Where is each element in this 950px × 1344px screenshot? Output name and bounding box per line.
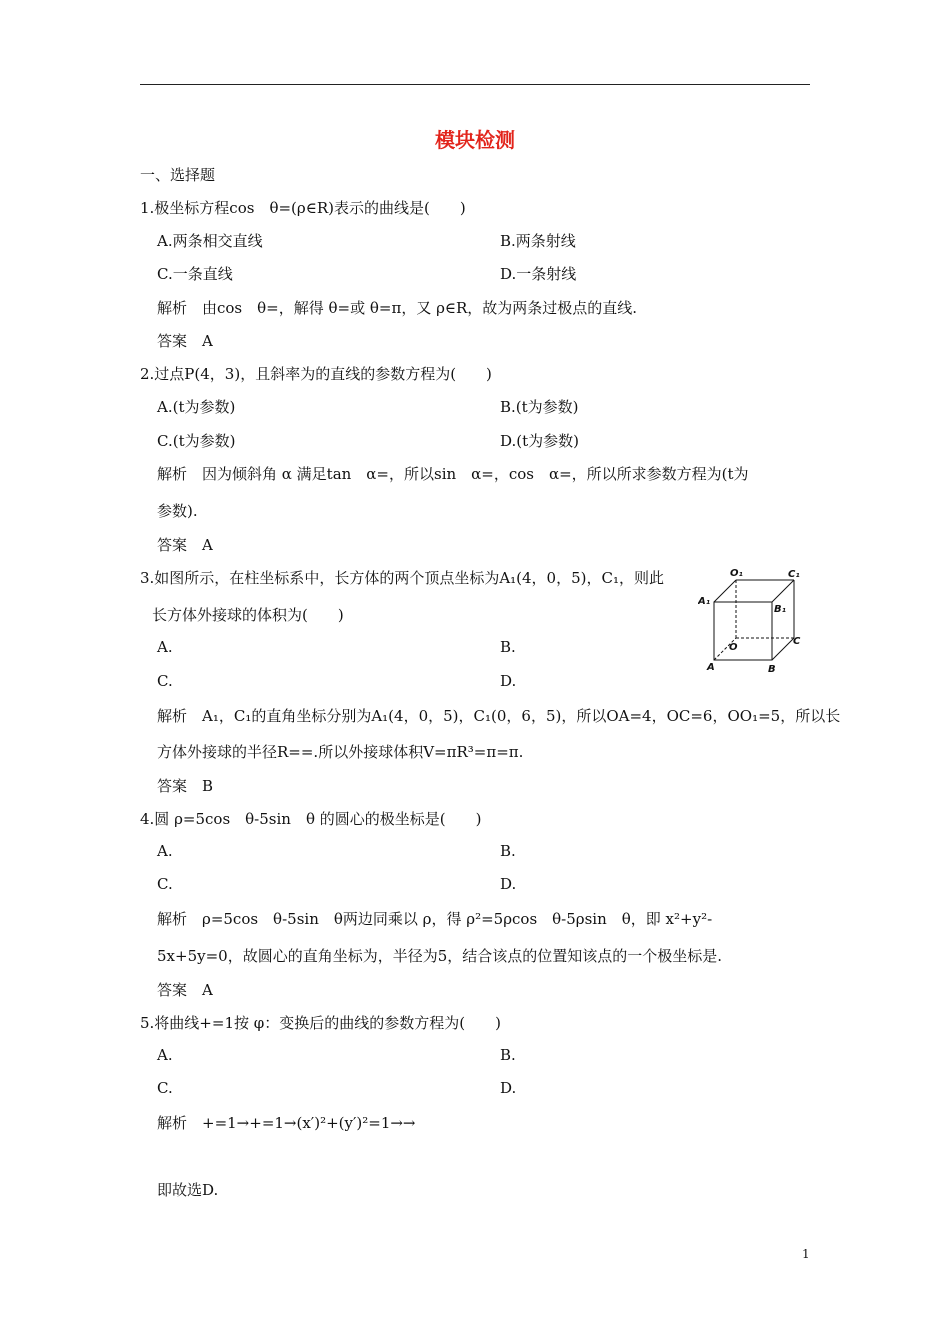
q4-option-a: A. [157,842,173,860]
label-c: C [793,636,801,647]
q2-option-b: B.(t为参数) [500,398,579,416]
label-a1: A₁ [698,596,711,607]
q4-analysis-line1: 解析 ρ=5cos θ-5sin θ两边同乘以 ρ，得 ρ²=5ρcos θ-5ρsin θ，即 x²+y²- [157,910,713,928]
q1-stem: 1.极坐标方程cos θ=(ρ∈R)表示的曲线是( ) [140,199,466,217]
q5-option-c: C. [157,1079,173,1097]
q4-answer: 答案 A [157,981,213,999]
q3-option-c: C. [157,672,173,690]
cuboid-figure [698,566,810,678]
label-c1: C₁ [788,569,800,580]
label-o: O [729,642,738,653]
q2-analysis-line2: 参数). [157,502,198,520]
label-a: A [707,662,715,673]
q3-answer: 答案 B [157,777,214,795]
label-b: B [768,664,776,675]
q1-analysis: 解析 由cos θ=，解得 θ=或 θ=π，又 ρ∈R，故为两条过极点的直线. [157,299,638,317]
q5-option-d: D. [500,1079,517,1097]
q4-option-d: D. [500,875,517,893]
q4-stem: 4.圆 ρ=5cos θ-5sin θ 的圆心的极坐标是( ) [140,810,482,828]
q2-option-d: D.(t为参数) [500,432,579,450]
section-heading: 一、选择题 [140,166,216,184]
label-b1: B₁ [774,604,787,615]
page-title: 模块检测 [435,128,515,152]
q3-stem-line1: 3.如图所示，在柱坐标系中，长方体的两个顶点坐标为A₁(4，0，5)，C₁，则此 [140,569,664,587]
q2-stem: 2.过点P(4，3)，且斜率为的直线的参数方程为( ) [140,365,492,383]
q5-analysis: 解析 +=1→+=1→(x′)²+(y′)²=1→→ [157,1114,416,1132]
q1-option-c: C.一条直线 [157,265,233,283]
q1-option-a: A.两条相交直线 [157,232,263,250]
q4-analysis-line2: 5x+5y=0，故圆心的直角坐标为，半径为5，结合该点的位置知该点的一个极坐标是. [157,947,723,965]
page-number: 1 [802,1247,810,1261]
q1-answer: 答案 A [157,332,213,350]
q1-option-b: B.两条射线 [500,232,576,250]
q2-answer: 答案 A [157,536,213,554]
header-rule [140,84,810,85]
q3-option-a: A. [157,638,173,656]
q3-option-b: B. [500,638,516,656]
q2-option-c: C.(t为参数) [157,432,236,450]
q5-conclusion: 即故选D. [157,1181,219,1199]
q3-stem-line2: 长方体外接球的体积为( ) [152,606,344,624]
q3-option-d: D. [500,672,517,690]
q3-analysis-line1: 解析 A₁，C₁的直角坐标分别为A₁(4，0，5)，C₁(0，6，5)，所以OA=4，OC=6，OO₁=5，所以长 [157,707,841,725]
q5-stem: 5.将曲线+=1按 φ：变换后的曲线的参数方程为( ) [140,1014,501,1032]
q4-option-c: C. [157,875,173,893]
label-o1: O₁ [730,568,743,579]
q5-option-a: A. [157,1046,173,1064]
q1-option-d: D.一条射线 [500,265,577,283]
q4-option-b: B. [500,842,516,860]
q2-analysis-line1: 解析 因为倾斜角 α 满足tan α=，所以sin α=，cos α=，所以所求参数方程为(t为 [157,465,749,483]
q2-option-a: A.(t为参数) [157,398,236,416]
q3-analysis-line2: 方体外接球的半径R==.所以外接球体积V=πR³=π=π. [157,743,524,761]
q5-option-b: B. [500,1046,516,1064]
